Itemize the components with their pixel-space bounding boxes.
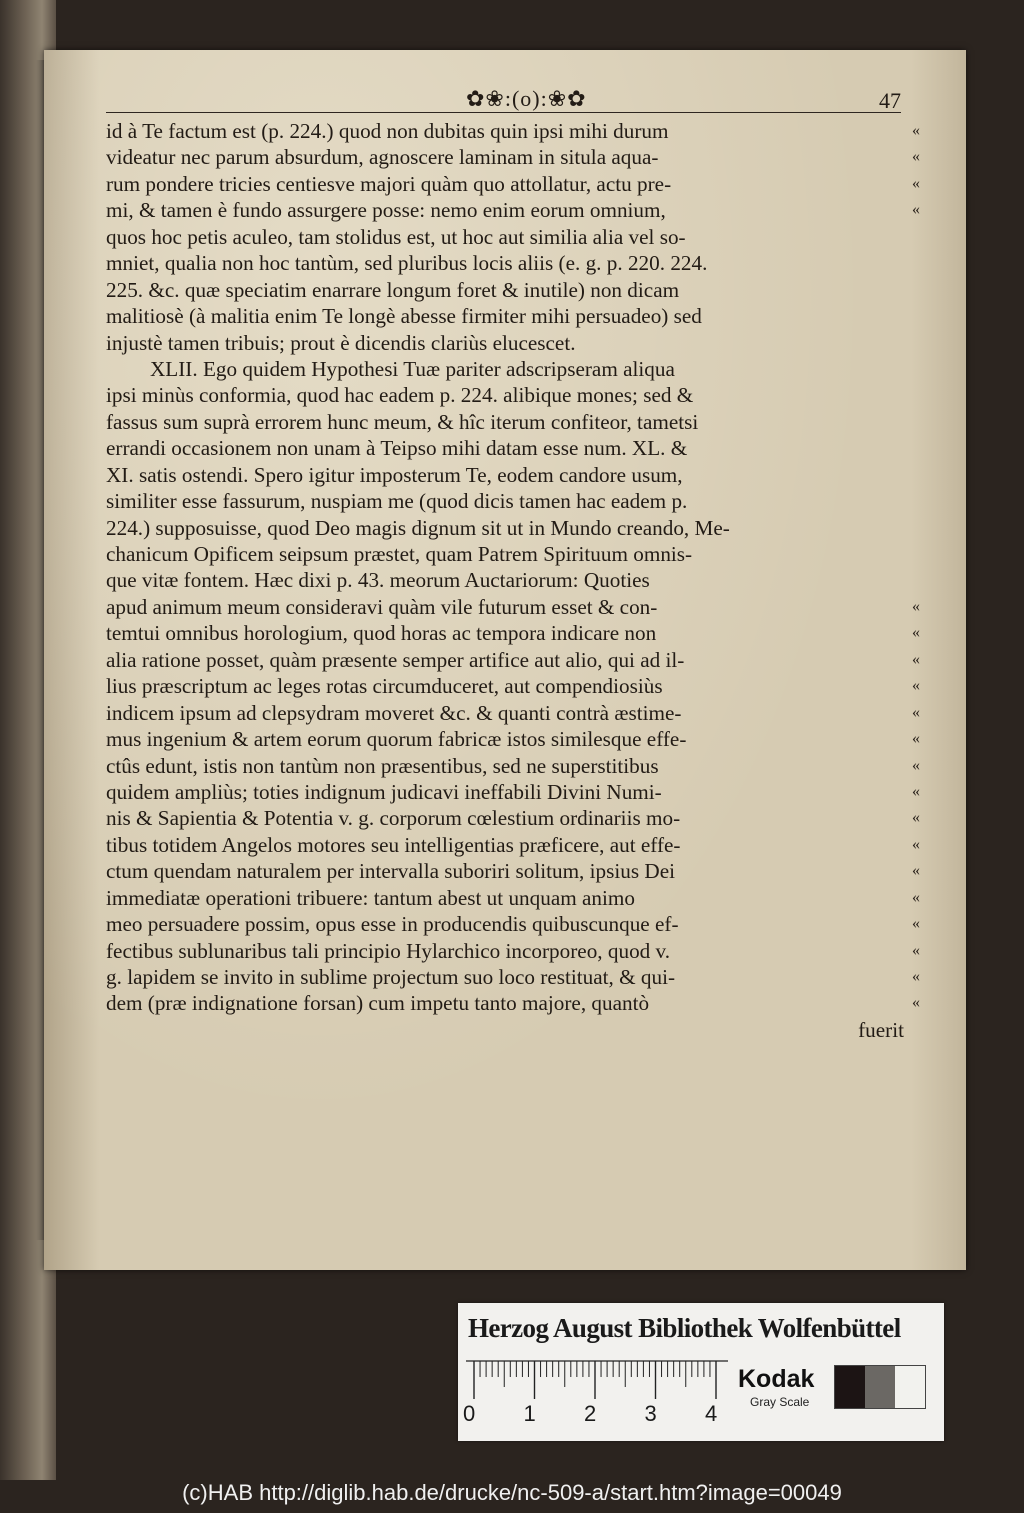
library-name: Herzog August Bibliothek Wolfenbüttel: [468, 1313, 901, 1343]
text-line-content: XLII. Ego quidem Hypothesi Tuæ pariter adscripseram aliqua: [150, 356, 675, 381]
text-line: [106, 197, 920, 223]
quote-mark: «: [912, 968, 920, 985]
text-line: [106, 144, 920, 170]
quote-mark: «: [912, 174, 920, 192]
text-line-content: videatur nec parum absurdum, agnoscere laminam in situla aqua-: [106, 145, 659, 170]
body-text: [106, 118, 920, 1043]
ruler-digit: 1: [523, 1401, 536, 1426]
text-line-content: mi, & tamen è fundo assurgere posse: nemo enim eorum omnium,: [106, 198, 666, 223]
text-line: [106, 673, 920, 699]
text-line-content: 224.) supposuisse, quod Deo magis dignum sit ut in Mundo creando, Me-: [106, 515, 730, 540]
text-line-content: errandi occasionem non unam à Teipso mihi datam esse num. XL. &: [106, 436, 688, 461]
text-line: [106, 250, 906, 276]
text-line: [106, 435, 906, 461]
ruler-digit: 4: [705, 1401, 718, 1426]
quote-mark: «: [912, 915, 920, 933]
text-line-content: fassus sum suprà errorem hunc meum, & hîc iterum confiteor, tametsi: [106, 409, 699, 434]
text-line: [106, 858, 920, 884]
text-line-content: immediatæ operationi tribuere: tantum abest ut unquam animo: [106, 885, 635, 910]
quote-mark: «: [912, 862, 920, 880]
text-line-content: fectibus sublunaribus tali principio Hylarchico incorporeo, quod v.: [106, 938, 671, 963]
text-line-content: ctum quendam naturalem per intervalla suboriri solitum, ipsius Dei: [106, 859, 675, 884]
kodak-label: Kodak: [738, 1365, 815, 1393]
library-color-card: [458, 1303, 944, 1441]
ruler-digits: [460, 1401, 722, 1427]
text-line-content: similiter esse fassurum, nuspiam me (quod dicis tamen hac eadem p.: [106, 489, 688, 514]
text-line: [106, 303, 906, 329]
catchword: fuerit: [858, 1017, 904, 1042]
quote-mark: «: [912, 994, 920, 1012]
quote-mark: «: [912, 122, 920, 139]
text-line: [106, 805, 920, 831]
quote-mark: «: [912, 624, 920, 642]
book-page: [44, 50, 966, 1270]
text-line: [106, 964, 920, 990]
quote-mark: «: [912, 703, 920, 721]
text-line: [106, 277, 906, 303]
text-line: [106, 382, 906, 408]
quote-mark: «: [912, 650, 920, 668]
text-line-content: tibus totidem Angelos motores seu intelligentias præficere, aut effe-: [106, 832, 681, 857]
text-line-content: mus ingenium & artem eorum quorum fabricæ istos similesque effe-: [106, 727, 687, 752]
text-line: [106, 753, 920, 779]
quote-mark: «: [912, 730, 920, 748]
text-line: [106, 938, 920, 964]
text-line-content: quos hoc petis aculeo, tam stolidus est, ut hoc aut similia alia vel so-: [106, 224, 686, 249]
text-line: [106, 726, 920, 752]
text-line-content: ipsi minùs conformia, quod hac eadem p. 224. alibique mones; sed &: [106, 383, 694, 408]
text-line-content: rum pondere tricies centiesve majori quàm quo attollatur, actu pre-: [106, 171, 672, 196]
text-line: [106, 567, 906, 593]
text-line-content: ctûs edunt, istis non tantùm non præsentibus, sed ne superstitibus: [106, 753, 659, 778]
text-line: [106, 594, 920, 620]
text-line-content: dem (præ indignatione forsan) cum impetu tanto majore, quantò: [106, 991, 650, 1016]
text-line-content: chanicum Opificem seipsum præstet, quam Patrem Spirituum omnis-: [106, 542, 693, 566]
text-line: [106, 462, 906, 488]
page-number: 47: [879, 88, 901, 113]
text-line-content: nis & Sapientia & Potentia v. g. corporum cœlestium ordinariis mo-: [106, 806, 681, 831]
text-line-content: alia ratione posset, quàm præsente semper artifice aut alio, qui ad il-: [106, 647, 685, 672]
text-line-content: XI. satis ostendi. Spero igitur imposterum Te, eodem candore usum,: [106, 462, 683, 487]
text-line-content: malitiosè (à malitia enim Te longè abesse firmiter mihi persuadeo) sed: [106, 304, 702, 329]
text-line: [106, 885, 920, 911]
text-line: [106, 990, 920, 1016]
quote-mark: «: [912, 835, 920, 853]
page-header: [106, 86, 901, 116]
text-line-content: meo persuadere possim, opus esse in producendis quibuscunque ef-: [106, 912, 679, 937]
text-line: [106, 700, 920, 726]
text-line: [106, 620, 920, 646]
text-line-content: temtui omnibus horologium, quod horas ac tempora indicare non: [106, 621, 657, 646]
text-line-content: quidem ampliùs; toties indignum judicavi ineffabili Divini Numi-: [106, 779, 662, 804]
text-line-content: id à Te factum est (p. 224.) quod non dubitas quin ipsi mihi durum: [106, 119, 669, 143]
text-line-content: lius præscriptum ac leges rotas circumduceret, aut compendiosiùs: [106, 674, 663, 699]
text-line-content: indicem ipsum ad clepsydram moveret &c. & quanti contrà æstime-: [106, 700, 682, 725]
header-rule: [106, 112, 901, 113]
text-line: [106, 356, 906, 382]
image-credit: (c)HAB http://diglib.hab.de/drucke/nc-509-a/start.htm?image=00049: [182, 1480, 842, 1505]
quote-mark: «: [912, 888, 920, 906]
text-line: [106, 832, 920, 858]
text-line: [106, 409, 906, 435]
text-line: [106, 779, 920, 805]
gray-swatch: [895, 1366, 925, 1408]
text-line-content: mniet, qualia non hoc tantùm, sed pluribus locis aliis (e. g. p. 220. 224.: [106, 251, 708, 276]
quote-mark: «: [912, 782, 920, 800]
quote-mark: «: [912, 677, 920, 695]
text-line: [106, 647, 920, 673]
gray-scale-swatches: [834, 1365, 926, 1409]
text-line-content: apud animum meum consideravi quàm vile futurum esset & con-: [106, 594, 658, 619]
ruler-digit: 3: [644, 1401, 657, 1426]
quote-mark: «: [912, 201, 920, 219]
header-ornament: ✿❀:(o):❀✿: [466, 86, 587, 111]
text-line: [106, 911, 920, 937]
text-line-content: 225. &c. quæ speciatim enarrare longum foret & inutile) non dicam: [106, 277, 680, 302]
text-line: [106, 515, 906, 541]
quote-mark: «: [912, 941, 920, 959]
quote-mark: «: [912, 148, 920, 166]
quote-mark: «: [912, 597, 920, 615]
text-line-content: injustè tamen tribuis; prout è dicendis clariùs elucescet.: [106, 330, 576, 355]
quote-mark: «: [912, 809, 920, 827]
text-line-content: que vitæ fontem. Hæc dixi p. 43. meorum Auctariorum: Quoties: [106, 568, 650, 593]
gray-scale-label: Gray Scale: [750, 1395, 810, 1409]
text-line: [106, 488, 906, 514]
text-line: [106, 171, 920, 197]
ruler-digit: 0: [463, 1401, 476, 1426]
text-line: [106, 541, 906, 567]
ruler-digit: 2: [584, 1401, 597, 1426]
text-line-content: g. lapidem se invito in sublime projectum suo loco restituat, & qui-: [106, 965, 676, 989]
gray-swatch: [835, 1366, 865, 1408]
text-line: [106, 330, 906, 356]
gray-swatch: [865, 1366, 895, 1408]
text-line: [106, 224, 906, 250]
text-line: [106, 118, 920, 144]
quote-mark: «: [912, 756, 920, 774]
